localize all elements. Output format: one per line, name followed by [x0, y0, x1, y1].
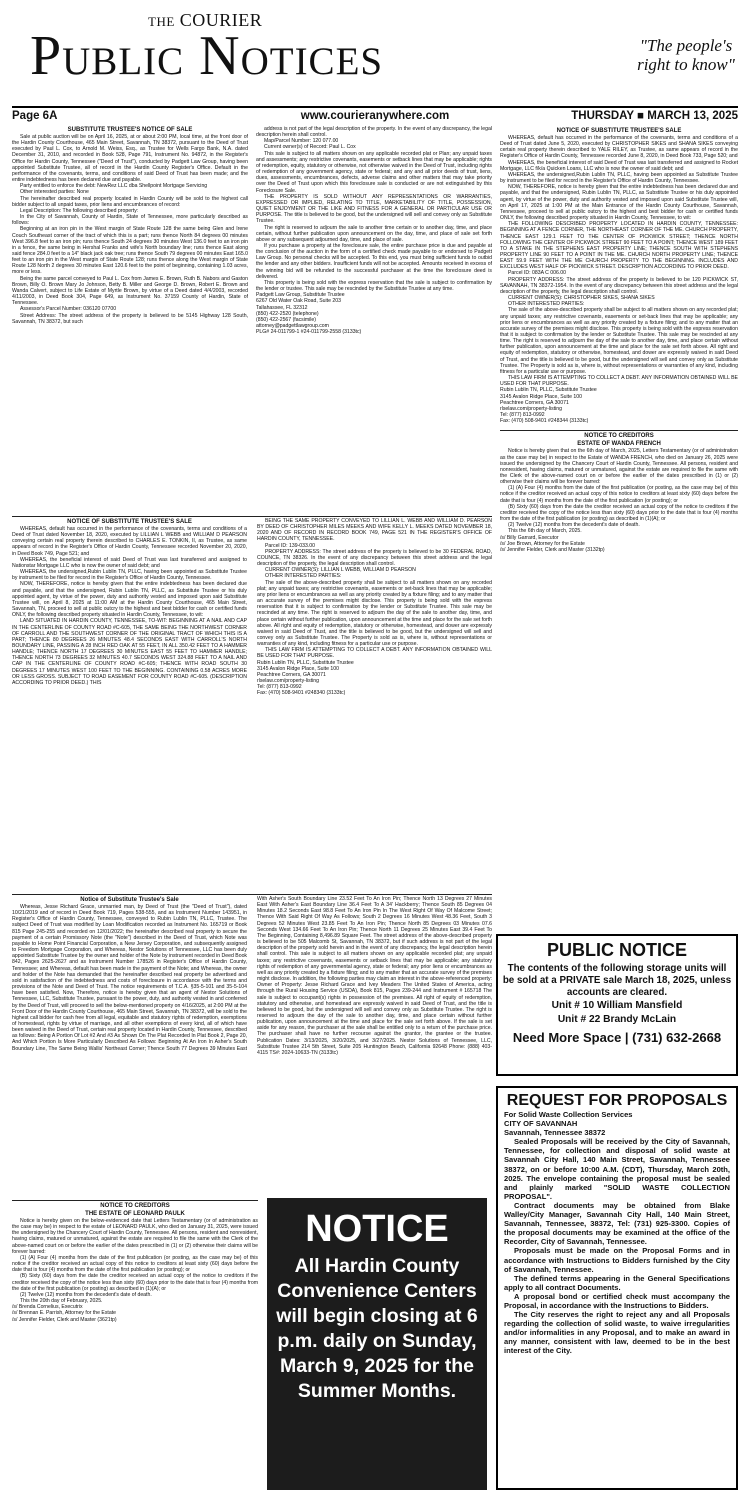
- notice-paragraph: In the City of Savannah, County of Hardin, State of Tennessee, more particularly described as follows:: [12, 214, 248, 227]
- signature-line: Tel: (877) 813-0992: [500, 412, 545, 419]
- signature-line: /s/ Brenda Cornelius, Executrix: [12, 1304, 83, 1311]
- rfp-paragraph: Proposals must be made on the Proposal Forms and in accordance with Instructions to Bidders furnished by the City of Savannah, Tennessee.: [504, 1246, 730, 1274]
- signature-line: Rubin Lublin TN, PLLC, Substitute Trustee: [500, 387, 597, 394]
- notice-paragraph: WHEREAS, the undersigned,Rubin Lublin TN, PLLC, having been appointed as Substitute Trustee by instrument to be filed for record in the Register's Office of Hardin County, Tennessee.: [500, 171, 738, 185]
- notice-creditors-paulk: [12, 1200, 258, 1492]
- notice-body: All Hardin County Convenience Centers will begin closing at 6 p.m. daily on Sunday, March 9, 2025 for the Summer Months.: [276, 1255, 478, 1402]
- notice-title: NOTICE TO CREDITORS: [584, 433, 654, 440]
- signature-line: /s/ Jennifer Fielder, Clerk and Master (3621tp): [12, 1316, 117, 1323]
- signature-line: rlselaw.com/property-listing: [500, 405, 562, 412]
- notice-paragraph: Parcel ID: 083A C 006.00: [508, 270, 567, 277]
- rfp-subheading: Savannah, Tennessee 38372: [504, 1128, 606, 1138]
- notice-paragraph: THE FOLLOWING DESCRIBED PROPERTY LOCATED IN HARDIN COUNTY, TENNESSEE: BEGINNING AT A FENCE CORNER, THE NORTHEAST CORNER OF THE ME. CHURCH PROPERTY, THENCE EAST 129.1 FEET TO THE CENTER OF PICKWICK STREET; THENCE NORTH FOLLOWING THE CENTER OF PICKWICK STREET 90 FEET TO A POINT; THENCE WEST 189 FEET TO A STAKE IN THE STEPHENS EAST PROPERTY LINE; THENCE SOUTH WITH STEPHENS PROPERTY LINE 90 FEET TO A POINT IN THE ME. CHURCH NORTH PROPERTY LINE; THENCE EAST 59.9 FEET WITH THE ME CHURCH PROPERTY TO THE BEGINNING. INCLUDES AND EXCLUDES WEST HALF OF PICKWICK STREET. DESCRIPTION ACCORDING TO PRIOR DEED.: [500, 221, 738, 271]
- notice-heading: PUBLIC NOTICE: [546, 940, 687, 960]
- signature-line: Peachtree Corners, GA 30071: [257, 671, 326, 678]
- rfp-paragraph: Sealed Proposals will be received by the City of Savannah, Tennessee, for collection and disposal of solid waste at Savannah City Hall, 140 Main Street, Savannah, Tennessee 38372, on or before 10:00 A.M. (CDT), Thursday, March 20th, 2025. The envelope containing the proposal must be sealed and plainly marked "SOLID WASTE COLLECTION PROPOSAL".: [504, 1137, 730, 1201]
- notice-paragraph: Notice is hereby given on the below-evidenced date that Letters Testamentary (or of administration as the case may be) in respect to the estate of LEONARD PAULK, who died on January 31, 2025, were issued the undersigned by the Chancery Court of Hardin County, Tennessee. All persons, resident and nonresident, having claims, matured or unmatured, against the estate are required to file the same with the Clerk of the above-named court on or before the earlier of the dates prescribed in (1) or (2) otherwise their claims will be forever barred:: [12, 1218, 258, 1255]
- notice-paragraph: address is not part of the legal description of the property. In the event of any discrepancy, the legal description herein shall control.: [256, 126, 492, 139]
- notice-paragraph: The sale of the above-described property shall be subject to all matters shown on any recorded plat; any unpaid taxes; any restrictive covenants, easements or set-back lines that may be applicable; any prior liens or encumbrances as well as any priority created by a fixture filing; and to any matter that an accurate survey of the premises might disclose. This property is being sold with the express reservation that it is subject to confirmation by the lender or Substitute Trustee. This sale may be rescinded at any time. The right is reserved to adjourn the day of the sale to another day, time, and place certain without further publication, upon announcement at the time and place for the sale set forth above. All right and equity of redemption, statutory or otherwise, homestead, and dower are expressly waived in said Deed of Trust, and the title is believed to be good, but the undersigned will sell and convey only as Substitute Trustee. The Property is sold as is, where is, without representations or warranties of any kind, including fitness for a particular use or purpose.: [257, 579, 492, 648]
- notice-paragraph: Legal Description: The following described property:: [20, 207, 139, 214]
- notice-paragraph: This the 6th day of March, 2025.: [508, 528, 582, 535]
- signature-line: 3145 Avalon Ridge Place, Suite 100: [257, 665, 339, 672]
- signature-line: Padgett Law Group, Substitute Trustee: [256, 292, 345, 299]
- signature-line: PLG# 24-011799-1 #24-011799-2558 (3133tc): [256, 329, 362, 336]
- notice-paragraph: (1) (A) Four (4) months from the date of the first publication (or posting, as the case may be) of this notice if the creditor received an actual copy of this notice to creditors at least sixty (60) days before the date that is four (4) months from the date of the first publication (or posting); or: [12, 1254, 258, 1274]
- notice-paragraph: Street Address: The street address of the property is believed to be 5145 Highway 128 South, Savannah, TN 38372, but such: [12, 312, 248, 325]
- rfp-subheading: CITY OF SAVANNAH: [504, 1119, 578, 1129]
- storage-unit-1: Unit # 10 William Mansfield: [551, 1000, 683, 1011]
- notice-paragraph: Whereas, Jesse Richard Grace, unmarried man, by Deed of Trust (the "Deed of Trust"), dated 10/21/2019 and of record in Deed Book 719, Pages 538-555, and as Instrument Number 143951, in Register's Office of Hardin County, Tennessee, conveyed to Rubin Lublin TN, PLLC, Trustee. The subject Deed of Trust was modified by Loan Modification recorded as Instrument No. 165719 or Book 815 Page 245-255 and recorded on 12/01/2022; the hereinafter described real property to secure the payment of a certain Promissory Note (the "Note") described in the Deed of Trust, which Note was payable to Home Point Financial Corporation, a New Jersey Corporation, and subsequently assigned to Freedom Mortgage Corporation, and Whereas, Nestor Solutions of Tennessee, LLC has been duly appointed Substitute Trustee by the owner and holder of the Note by instrument recorded in Deed Book 842, Pages 2625-2627 and as Instrument Number 178526 in Register's Office of Hardin County, Tennessee; and Whereas, default has been made in the payment of the Note; and Whereas, the owner and holder of the Note has demanded that the hereinafter described real property be advertised and sold in satisfaction of the indebtedness and costs of foreclosure in accordance with the terms and provisions of the Note and Deed of Trust. The notice requirements of T.C.A. §35-5-101 and 35-5-104 have been satisfied. Now, Therefore, notice is hereby given that an agent of Nestor Solutions of Tennessee, LLC, Substitute Trustee, pursuant to the power, duty, and authority vested in and conferred by the Deed of Trust, will proceed to sell the below-mentioned property on 4/16/2025, at 2:00 PM at the Front Door of the Hardin County Courthouse, 465 Main Street, Savannah, TN 38372, will be sold to the highest call bidder for cash free from all legal, equitable and statutory rights of redemption, exemptions of homestead, rights by virtue of marriage, and all other exemptions of every kind, all of which have been waived in the Deed of Trust, certain real property located in Hardin County, Tennessee, described as follows: Being A Portion Of Lot #2 And #3 As Shown On The Plat Recorded In Plat Book 2, Page 20, And Which Portion Is More Particularly Described As Follows: Beginning At An Iron In Asher's South Boundary Line, The Same Being Wallis' Northeast Corner; Thence South 77 Degrees 39 Minutes East With Asher's South Boundary Line 23.52 Feet To An Iron Pin; Thence North 13 Degrees 27 Minutes East With Asher's East Boundary Line 36.4 Feet To A 34' Hackberry; Thence South 85 Degrees 04 Minutes 18.2 Seconds East 98.8 Feet To An Iron Pin In The West Right Of Way Of Malcome Street; Thence With Said Right Of Way As Follows; South 2 Degrees 16 Minutes West 48.36 Feet, South 3 Degrees 52 Minutes West 23.85 Feet To An Iron Pin; Thence North 85 Degrees 03 Minutes 07.6 Seconds West 134.66 Feet To An Iron Pin; Thence North 11 Degrees 25 Minutes East 39.4 Feet To The Beginning, Containing 8,496.89 Square Feet. The street address of the above-described property is believed to be 505 Malcomb St, Savannah, TN 38372, but if such address is not part of the legal description of the property sold herein and in the event of any discrepancy, the legal description herein shall control. This sale is subject to all matters shown on any applicable recorded plat; any unpaid taxes; any restrictive covenants, easements or setback lines that may be applicable; any statutory rights of redemption of any governmental agency, state or federal; any prior liens or encumbrances as well as any priority created by a fixture filing; and to any matter that an accurate survey of the premises might disclose. In addition, the following parties may claim an interest in the above-referenced property: Owner of Property: Jesse Richard Grace and Ivey Meaders The United States of America, acting through the Rural Housing Service (USDA), Book 815, Pages 239-244 and Instrument # 165718 The sale is subject to occupant(s) rights in possession of the premises. All right of equity of redemption, statutory and otherwise, and homestead are expressly waived in said Deed of Trust, and the title is believed to be good, but the undersigned will sell and convey only as Substitute Trustee. The right is reserved to adjourn the day of the sale to another day, time, and place certain without further publication, upon announcement at the time and place for the sale set forth above. If the sale is set aside for any reason, the purchaser at the sale shall be entitled only to a return of the purchase price. The purchaser shall have no further recourse against the grantor, the grantee or the trustee. Publication Dates: 3/13/2025, 3/20/2025, and 3/27/2025. Nestor Solutions of Tennessee, LLC, Substitute Trustee 214 5th Street, Suite 205 Huntington Beach, California 92648 Phone: (888) 403-4115 TS#: 2024-10633-TN (3133tc): [12, 896, 492, 1056]
- notice-paragraph: The right is reserved to adjourn the sale to another time certain or to another day, time, and place certain, without further publication upon announcement on the day, time, and place of sale set forth above or any subsequent adjourned day, time, and place of sale.: [256, 224, 492, 243]
- signature-line: 6267 Old Water Oak Road, Suite 203: [256, 298, 341, 305]
- notice-cox-sale-part1: [12, 126, 248, 512]
- notice-paragraph: BEING THE SAME PROPERTY CONVEYED TO LILLIAN L. WEBB AND WILLIAM D. PEARSON BY DEED OF CHRISTOPHER MILES MEEKS AND WIFE KELLY L. MEEKS DATED NOVEMBER 18, 2020 AND OF RECORD IN RECORD BOOK 749, PAGE 521 IN THE REGISTER'S OFFICE OF HARDIN COUNTY, TENNESSEE.: [257, 518, 492, 543]
- notice-paragraph: CURRENT OWNER(S): CHRISTOPHER SIKES, SHANA SIKES: [508, 295, 655, 302]
- notice-paragraph: (1) (A) Four (4) months from the date of the first publication (or posting, as the case may be) of this notice if the creditor received an actual copy of this notice to creditors at least sixty (60) days before the date that is four (4) months from the date of the first publication (or posting); or: [500, 485, 738, 504]
- rfp-solid-waste: [496, 1086, 738, 1490]
- signature-line: 3145 Avalon Ridge Place, Suite 100: [500, 393, 582, 400]
- signature-line: (850) 422-2520 (telephone): [256, 310, 319, 317]
- notice-paragraph: NOW, THEREFORE, notice is hereby given that the entire indebtedness has been declared due and payable, and that the undersigned, Rubin Lublin TN, PLLC, as Substitute Trustee or his duly appointed agent, by virtue of the power, duty and authority vested and imposed upon said Substitute Trustee will, on April 17, 2025 at 1:00 PM at the Main Entrance of the Hardin County Courthouse, Savannah, Tennessee, proceed to sell at public outcry to the highest and best bidder for cash or certified funds ONLY, the following described property situated in Hardin County, Tennessee, to wit:: [500, 184, 738, 222]
- notice-paragraph: If you purchase a property at the foreclosure sale, the entire purchase price is due and payable at the conclusion of the auction in the form of a certified check made payable to or endorsed to Padgett Law Group. No personal checks will be accepted. To this end, you must bring sufficient funds to outbid the lender and any other bidders. Insufficient funds will not be accepted. Amounts received in excess of the winning bid will be refunded to the successful purchaser at the time the foreclosure deed is delivered.: [256, 242, 492, 280]
- notice-paragraph: This sale is subject to all matters shown on any applicable recorded plat or Plan; any unpaid taxes and assessments; any restrictive covenants, easements or setback lines that may be applicable; rights of redemption, equity, statutory or otherwise, not otherwise waived in the Deed of Trust, including rights of redemption of any government agency, state or federal; and any and all prior deeds of trust, liens, dues, assessments, encumbrances, defects, adverse claims and other matters that may take priority over the Deed of Trust upon which this foreclosure sale is conducted or are not extinguished by this Foreclosure Sale.: [256, 150, 492, 194]
- notice-paragraph: Assessor's Parcel Number: 036120 07700: [20, 306, 117, 313]
- notice-paragraph: Beginning at an iron pin in the West margin of State Route 128 the same being Glen and Irene Couch Southeast corner of the tract of which this is a part; runs thence North 84 degrees 00 minutes West 396.8 feet to an iron pin; runs thence South 24 degrees 30 minutes West 136.0 feet to an iron pin in a fence, the same being in Hershal Franks and wife's North boundary line; runs thence East along said fence 284.0 feet to a 14" black jack oak tree; runs thence South 79 degrees 00 minutes East 165.0 feet to an iron pin in the West margin of State Route 128; runs thence along the West margin of State Route 128 North 2 degrees 30 minutes East 120.6 feet to the point of beginning, containing 1.03 acres, more or less.: [12, 226, 248, 276]
- issue-date: THURSDAY ■ MARCH 13, 2025: [571, 110, 738, 122]
- notice-title: NOTICE TO CREDITORS: [100, 1203, 170, 1209]
- info-bar: [12, 106, 738, 124]
- signature-line: Peachtree Corners, GA 30071: [500, 399, 569, 406]
- storage-unit-2: Unit # 22 Brandy McLain: [557, 1014, 677, 1025]
- notice-paragraph: WHEREAS, the undersigned,Rubin Lublin TN, PLLC, having been appointed as Substitute Trustee by instrument to be filed for record in the Register's Office of Hardin County, Tennessee.: [12, 569, 247, 582]
- notice-body: The contents of the following storage units will be sold at a PRIVATE sale March 18, 2025, unless accounts are cleared.: [502, 963, 732, 998]
- signature-line: /s/ Jennifer Fielder, Clerk and Master (3132tp): [500, 546, 605, 553]
- notice-title: NOTICE OF SUBSTITUTE TRUSTEE'S SALE: [556, 128, 682, 134]
- notice-paragraph: THIS LAW FIRM IS ATTEMPTING TO COLLECT A DEBT. ANY INFORMATION OBTAINED WILL BE USED FOR THAT PURPOSE.: [257, 647, 492, 660]
- courier-logo-text: the COURIER: [148, 10, 263, 30]
- notice-paragraph: PROPERTY ADDRESS: The street address of the property is believed to be 30 FEDERAL ROAD, COUNCE, TN 38326. In the event of any discrepancy between this street address and the legal description of the property, the legal description shall control.: [257, 548, 492, 568]
- signature-line: Rubin Lublin TN, PLLC, Substitute Trustee: [257, 659, 354, 666]
- notice-subtitle: THE ESTATE OF LEONARD PAULK: [85, 1211, 185, 1217]
- notice-heading: NOTICE: [305, 1208, 449, 1250]
- contact-phone: Need More Space | (731) 632-2668: [512, 1030, 722, 1045]
- notice-paragraph: The sale of the above-described property shall be subject to all matters shown on any recorded plat; any unpaid taxes; any restrictive covenants, easements or set-back lines that may be applicable; any prior liens or encumbrances as well as any priority created by a fixture filing; and to any matter that an accurate survey of the premises might disclose. This property is being sold with the express reservation that it is subject to confirmation by the lender or Substitute Trustee. This sale may be rescinded at any time. The right is reserved to adjourn the day of the sale to another day, time, and place certain without further publication, upon announcement at the time and place for the sale set forth above. All right and equity of redemption, statutory or otherwise, homestead, and dower are expressly waived in said Deed of Trust, and the title is believed to be good, but the undersigned will sell and convey only as Substitute Trustee. The Property is sold as is, where is, without representations or warranties of any kind, including fitness for a particular use or purpose.: [500, 307, 738, 375]
- notice-paragraph: (2) Twelve (12) months from the decedent's date of death.: [508, 522, 640, 529]
- notice-paragraph: PROPERTY ADDRESS: The street address of the property is believed to be 120 PICKWICK ST, SAVANNAH, TN 38372-1954. In the event of any discrepancy between this street address and the legal description of the property, the legal description shall control.: [500, 276, 738, 295]
- convenience-centers-notice: [267, 1198, 487, 1490]
- notice-paragraph: Party entitled to enforce the debt: NewRez LLC dba Shellpoint Mortgage Servicing: [20, 183, 208, 190]
- notice-subtitle: ESTATE OF WANDA FRENCH: [577, 441, 661, 448]
- rfp-paragraph: A proposal bond or certified check must accompany the Proposal, in accordance with the Instructions to Bidders.: [504, 1291, 730, 1310]
- notice-paragraph: (2) Twelve (12) months from the decedent's date of death.: [20, 1291, 152, 1298]
- notice-paragraph: LAND SITUATED IN HARDIN COUNTY, TENNESSEE, TO-WIT: BEGINNING AT A NAIL AND CAP IN THE CENTERLINE OF COUNTY ROAD #C-605, THE SAME BEING THE NORTHWEST CORNER OF CARROLL AND THE SOUTHWEST CORNER OF THE ORIGINAL TRACT OF WHICH THIS IS A PART; THENCE 80 DEGREES 26 MINUTES 48.4 SECONDS EAST WITH CARROLL'S NORTH BOUNDARY LINE, PASSING A 28 INCH RED OAK AT 55 FEET, IN ALL 350.42 FEET TO A HAMMER HANDLE; THENCE NORTH 17 DEGREES 30 MINUTES EAST 55 FEET TO HAMMER HANDLE; THENCE NORTH 73 DEGREES 32 MINUTES 40.7 SECONDS WEST 324.88 FEET TO A NAIL AND CAP IN THE CENTERLINE OF COUNTY ROAD #C-605; THENCE WITH ROAD SOUTH 30 DEGREES 17 MINUTES WEST 100 FEET TO THE BEGINNING. CONTAINING 0.58 ACRES MORE OR LESS GROSS. SUBJECT TO ROAD EASEMENT FOR COUNTY ROAD #C-605. (DESCRIPTION ACCORDING TO PRIOR DEED.) THIS: [12, 618, 247, 686]
- rfp-paragraph: Contract documents may be obtained from Blake Walley/City Manager, Savannah City Hall, 140 Main Street, Savannah, Tennessee, 38372, Tel: (731) 925-3300. Copies of the proposal documents may be examined at the office of the Recorder, City of Savannah, Tennessee.: [504, 1200, 730, 1247]
- notice-paragraph: WHEREAS, default has occurred in the performance of the covenants, terms and conditions of a Deed of Trust dated June 5, 2020, executed by CHRISTOPHER SIKES and SHANA SIKES conveying certain real property therein described to YALE RILEY, as Trustee, as same appears of record in the Register's Office of Hardin County, Tennessee recorded June 8, 2020, in Deed Book 733, Page 520; and: [500, 135, 738, 160]
- page-title: Public Notices: [30, 25, 384, 87]
- notice-paragraph: THIS LAW FIRM IS ATTEMPTING TO COLLECT A DEBT. ANY INFORMATION OBTAINED WILL BE USED FOR THAT PURPOSE.: [500, 375, 738, 388]
- notice-paragraph: CURRENT OWNER(S): LILLIAN L WEBB, WILLIAM D PEARSON: [265, 567, 416, 574]
- storage-sale-notice: [496, 934, 738, 1076]
- notice-title: NOTICE OF SUBSTITUTE TRUSTEE'S SALE: [67, 519, 192, 525]
- notice-paragraph: OTHER INTERESTED PARTIES:: [265, 573, 342, 580]
- rfp-paragraph: The defined terms appearing in the General Specifications apply to all contract Documents.: [504, 1273, 730, 1292]
- notice-paragraph: THE PROPERTY IS SOLD WITHOUT ANY REPRESENTATIONS OR WARRANTIES, EXPRESSED OR IMPLIED, RELATING TO TITLE, MARKETABILITY OF TITLE, POSSESSION, QUIET ENJOYMENT OR THE LIKE AND FITNESS FOR A GENERAL OR PARTICULAR USE OR PURPOSE. The title is believed to be good, but the undersigned will sell and convey only as Substitute Trustee.: [256, 193, 492, 225]
- notice-paragraph: WHEREAS, the beneficial interest of said Deed of Trust was last transferred and assigned to Nationstar Mortgage LLC who is now the owner of said debt; and: [12, 556, 247, 569]
- notice-paragraph: (B) Sixty (60) days from the date the creditor received an actual copy of the notice to creditors if the creditor received the copy of the notice less than sixty (60) days prior to the date that is four (4) months from the date of the first publication (or posting) as described in (1)(A); or: [500, 503, 738, 523]
- masthead: [12, 6, 738, 106]
- signature-line: (850) 422-2567 (facsimile): [256, 316, 317, 323]
- signature-line: Fax: (470) 508-9401 #248344 (3133tc): [500, 418, 589, 425]
- notice-paragraph: Being the same parcel conveyed to Paul L. Cox from James E. Brown, Ruth B. Nabors and Gaston Brown, Billy O. Brown Mary Jo Johnson, Betty B. Miller and George D. Brown, Robert E. Brown and Wanda Calvert, subject to Life Estate of Myrtle Brown, by virtue of a Deed dated 4/4/2003, recorded 4/11/2003, in Deed Book 304, Page 649, as Instrument No. 37159 County of Hardin, State of Tennessee.: [12, 275, 248, 307]
- notice-paragraph: Current owner(s) of Record: Paul L. Cox: [264, 144, 356, 151]
- notice-paragraph: This the 20th day of February, 2025.: [20, 1298, 103, 1305]
- notice-creditors-french: [500, 430, 738, 553]
- column-right: [500, 126, 738, 928]
- signature-line: Tallahassee, FL 32312: [256, 304, 308, 311]
- notice-paragraph: NOW, THEREFORE, notice is hereby given that the entire indebtedness has been declared due and payable, and that the undersigned, Rubin Lublin TN, PLLC, as Substitute Trustee or his duly appointed agent, by virtue of the power, duty and authority vested and imposed upon said Substitute Trustee will, on April 8, 2025 at 11:00 AM at the Hardin County Courthouse, 465 Main Street, Savannah, TN, proceed to sell at public outcry to the highest and best bidder for cash or certified funds ONLY, the following described property situated in Hardin County, Tennessee, to wit:: [12, 581, 247, 619]
- notice-sikes-sale: [500, 126, 738, 424]
- signature-line: /s/ Billy Garrard, Executor: [500, 534, 559, 541]
- signature-line: rlselaw.com/property-listing: [257, 678, 319, 685]
- notice-cox-sale-part2: [256, 126, 492, 512]
- rfp-paragraph: The City reserves the right to reject any and all Proposals regarding the collection of solid waste, to waive irregularities and/or informalities in any Proposal, and to make an award in any manner, consistent with law, deemed to be in the best interest of the City.: [504, 1310, 730, 1356]
- notice-paragraph: Other interested parties: None: [20, 189, 89, 196]
- signature-line: /s/ Brennan E. Parrish, Attorney for the Estate: [12, 1310, 117, 1317]
- notice-paragraph: Map/Parcel Number: 120 077.00: [264, 138, 339, 145]
- rfp-heading: REQUEST FOR PROPOSALS: [506, 1092, 728, 1109]
- notice-paragraph: Sale at public auction will be on April 16, 2025, at or about 2:00 PM, local time, at the front door of the Hardin County Courthouse, 465 Main Street, Savannah, TN 38372, pursuant to the Deed of Trust executed by Paul L. Cox, to Arnold M. Weiss, Esq., as Trustee for Wells Fargo Bank, N.A. dated December 31, 2010, and recorded in Book 528, Page 791, Instrument No. 94872, in the Register's Office for Hardin County, Tennessee ("Deed of Trust"), conducted by Padgett Law Group, having been appointed Substitute Trustee, all of record in the Hardin County Register's Office. Default in the performance of the covenants, terms, and conditions of said Deed of Trust has been made; and the entire indebtedness has been declared due and payable.: [12, 134, 248, 184]
- tagline: "The people's right to know": [637, 36, 735, 74]
- notice-paragraph: WHEREAS, the beneficial interest of said Deed of Trust was last transferred and assigned to Rocket Mortgage, LLC f/k/a Quicken Loans, LLC who is now the owner of said debt; and: [500, 159, 738, 172]
- signature-line: /s/ Joe Brown, Attorney for the Estate: [500, 540, 585, 547]
- signature-line: Fax: (470) 508-9401 #248340 (3133tc): [257, 690, 346, 697]
- notice-paragraph: WHEREAS, default has occurred in the performance of the covenants, terms and conditions of a Deed of Trust dated November 18, 2020, executed by LILLIAN L WEBB and WILLIAM D PEARSON conveying certain real property therein described to CHARLES E. TONKIN, II, as Trustee, as same appears of record in the Register's Office of Hardin County, Tennessee recorded November 20, 2020, in Deed Book 749, Page 521; and: [12, 526, 247, 557]
- rfp-subheading: For Solid Waste Collection Services: [504, 1110, 633, 1119]
- notice-paragraph: OTHER INTERESTED PARTIES:: [508, 301, 585, 308]
- signature-line: attorney@padgettlawgroup.com: [256, 323, 329, 329]
- notice-paragraph: (B) Sixty (60) days from the date the creditor received an actual copy of the notice to creditors if the creditor received the copy of the notice less than sixty (60) days prior to the date that is four (4) months from the date of the first publication (or posting) as described in (1)(A); or: [12, 1273, 258, 1292]
- signature-line: Tel: (877) 813-0992: [257, 684, 302, 691]
- notice-paragraph: This property is being sold with the express reservation that the sale is subject to confirmation by the lender or trustee. This sale may be rescinded by the Substitute Trustee at any time.: [256, 279, 492, 293]
- notice-title: SUBSTITUTE TRUSTEE'S NOTICE OF SALE: [67, 127, 193, 133]
- page-number: Page 6A: [12, 110, 58, 122]
- notice-paragraph: Notice is hereby given that on the 6th day of March, 2025, Letters Testamentary (or of administration as the case may be) in respect to the Estate of WANDA FRENCH, who died on January 26, 2025 were issued the undersigned by the Chancery Court of Hardin County, Tennessee. All persons, resident and nonresident, having claims, matured or unmatured, against the estate are required to file the same with the Clerk of the above-named court on or before the earlier of the dates prescribed in (1) or (2) otherwise their claims will be forever barred:: [500, 448, 738, 486]
- notice-paragraph: The hereinafter described real property located in Hardin County will be sold to the highest call bidder subject to all unpaid taxes, prior liens and encumbrances of record:: [12, 195, 248, 208]
- notice-paragraph: Parcel ID: 139-033.00: [265, 542, 316, 549]
- website-link[interactable]: www.courieranywhere.com: [300, 110, 450, 122]
- notice-title: Notice of Substitute Trustee's Sale: [80, 897, 179, 903]
- notice-webb-sale: [12, 516, 492, 888]
- notice-grace-sale: [12, 894, 492, 1196]
